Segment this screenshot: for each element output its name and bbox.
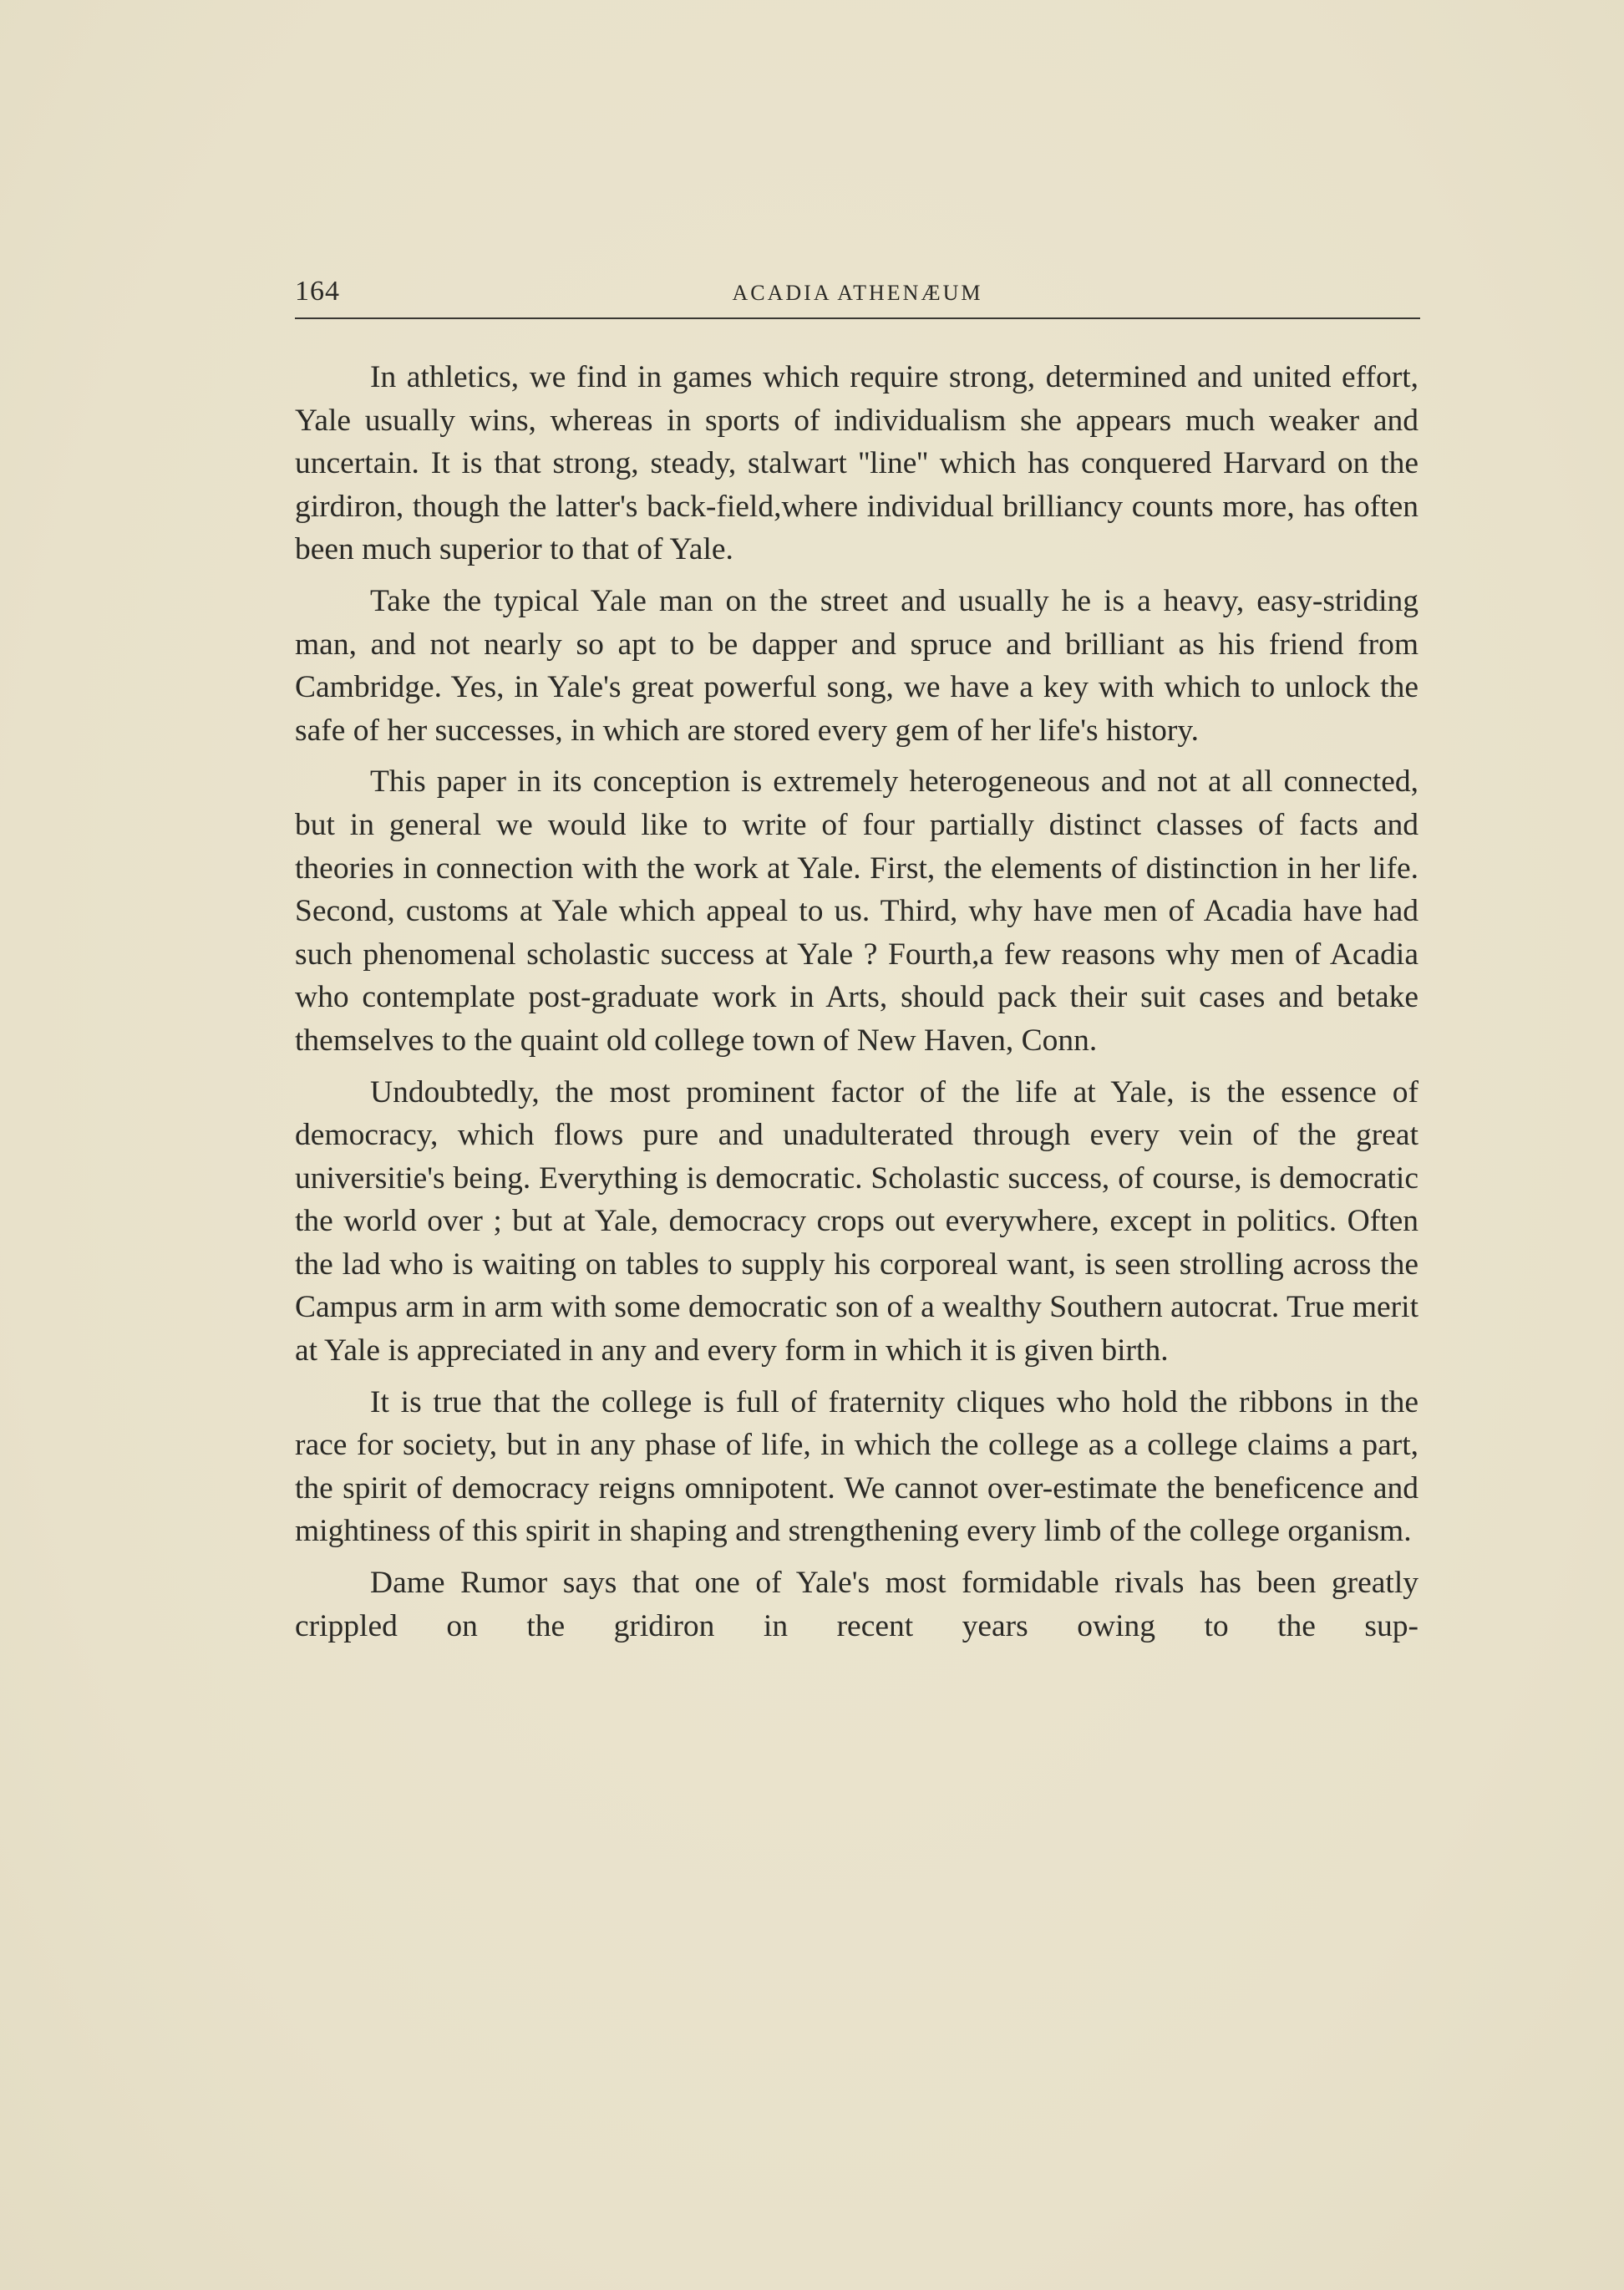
paragraph-democracy: Undoubtedly, the most prominent factor of the life at Yale, is the essence of democracy, which flows pure and unadulterated through every vein of the great universitie's being. Everything is democratic. Scholastic success, of course, is democratic the world over ; but at Yale, democracy crops out everywhere, except in politics. Often the lad who is waiting on tables to supply his corporeal want, is seen strolling across the Campus arm in arm with some democratic son of a wealthy Southern autocrat. True merit at Yale is appreciated in any and every form in which it is given birth. [295,1074,1418,1368]
paragraph-typical-yale-man: Take the typical Yale man on the street and usually he is a heavy, easy-striding man, and not nearly so apt to be dapper and spruce and brilliant as his friend from Cambridge. Yes, in Yale's great powerful song, we have a key with which to unlock the safe of her successes, in which are stored every gem of her life's history. [295,583,1418,748]
paragraph-dame-rumor: Dame Rumor says that one of Yale's most formidable rivals has been greatly crippled on the gridiron in recent years owing to the sup- [295,1566,1418,1643]
running-title: ACADIA ATHENÆUM [732,281,983,305]
page-header [295,266,1420,319]
page-number: 164 [295,276,340,307]
paragraph-fraternity-cliques: It is true that the college is full of fraternity cliques who hold the ribbons in the race for society, but in any phase of life, in which the college as a college claims a part, the spirit of democracy reigns omnipotent. We cannot over-estimate the beneficence and mightiness of this spirit in shaping and strengthening every limb of the college organism. [295,1384,1418,1549]
paragraph-athletics: In athletics, we find in games which require strong, determined and united effort, Yale usually wins, whereas in sports of individualism she appears much weaker and uncertain. It is that strong, steady, stalwart ''line'' which has conquered Harvard on the girdiron, though the latter's back-field,where individual brilliancy counts more, has often been much superior to that of Yale. [295,360,1418,567]
article-body [295,356,1418,1656]
paragraph-paper-conception: This paper in its conception is extremely heterogeneous and not at all connected, but in general we would like to write of four partially distinct classes of facts and theories in connection with the work at Yale. First, the elements of distinction in her life. Second, customs at Yale which appeal to us. Third, why have men of Acadia have had such phenomenal scholastic success at Yale ? Fourth,a few reasons why men of Acadia who contemplate post-graduate work in Arts, should pack their suit cases and betake themselves to the quaint old college town of New Haven, Conn. [295,764,1418,1058]
